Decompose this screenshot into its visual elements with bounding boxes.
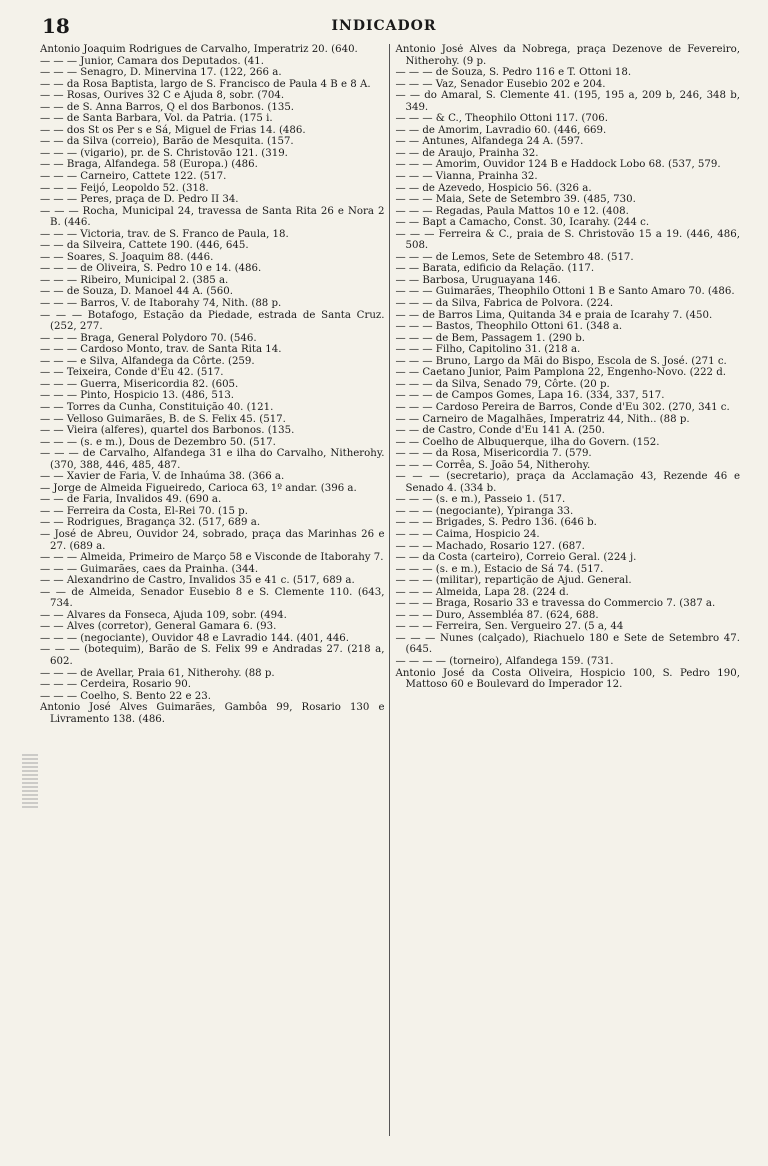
directory-entry: — — — (militar), repartição de Ajud. General. [395, 575, 632, 587]
directory-entry: — — — Barros, V. de Itaborahy 74, Nith. (88 p. [40, 298, 282, 310]
directory-entry: — — — Caima, Hospicio 24. [395, 528, 540, 540]
directory-entry: — — de Santa Barbara, Vol. da Patria. (175 i. [40, 113, 273, 125]
directory-entry: — — Teixeira, Conde d'Eu 42. (517. [40, 367, 224, 379]
directory-entry: — — da Silva (correio), Barão de Mesquita. (157. [40, 136, 294, 148]
directory-entry: Antonio José Alves da Nobrega, praça Dezenove de Fevereiro, Nitherohy. (9 p. [395, 44, 740, 67]
directory-entry: — — — Botafogo, Estação da Piedade, estrada de Santa Cruz. (252, 277. [40, 309, 385, 333]
directory-entry: — — — Maia, Sete de Setembro 39. (485, 730. [395, 194, 636, 206]
directory-entry: — — — Ribeiro, Municipal 2. (385 a. [40, 274, 229, 286]
directory-entry: — — — Machado, Rosario 127. (687. [395, 540, 585, 552]
directory-entry: Antonio Joaquim Rodrigues de Carvalho, Imperatriz 20. (640. [40, 44, 358, 55]
directory-entry: — — — Braga, General Polydoro 70. (546. [40, 332, 257, 344]
directory-entry: — — Alvares da Fonseca, Ajuda 109, sobr. (494. [40, 609, 287, 621]
directory-entry: — — — Ferreira, Sen. Vergueiro 27. (5 a, 44 [395, 621, 624, 633]
directory-entry: — — — da Rosa, Misericordia 7. (579. [395, 448, 592, 460]
directory-entry: — — — Rocha, Municipal 24, travessa de Santa Rita 26 e Nora 2 B. (446. [40, 205, 385, 229]
directory-entry: — — Coelho de Albuquerque, ilha do Govern. (152. [395, 436, 660, 448]
directory-entry: — — — Bastos, Theophilo Ottoni 61. (348 a. [395, 321, 623, 333]
directory-entry: — — — e Silva, Alfandega da Côrte. (259. [40, 355, 255, 367]
directory-entry: — — — (s. e m.), Dous de Dezembro 50. (517. [40, 436, 276, 448]
directory-entry: — — Rosas, Ourives 32 C e Ajuda 8, sobr. (704. [40, 90, 285, 102]
directory-entry: — — Barbosa, Uruguayana 146. [395, 274, 561, 286]
directory-entry: — — — Guimarães, caes da Prainha. (344. [40, 563, 259, 575]
directory-entry: — — de Araujo, Prainha 32. [395, 147, 539, 159]
page-number: 18 [42, 14, 70, 38]
directory-entry: — — Carneiro de Magalhães, Imperatriz 44, Nith.. (88 p. [395, 413, 690, 425]
directory-entry: — — da Silveira, Cattete 190. (446, 645. [40, 240, 249, 252]
directory-entry: — — — (negociante), Ouvidor 48 e Lavradio 144. (401, 446. [40, 632, 350, 644]
directory-entry: — — Braga, Alfandega. 58 (Europa.) (486. [40, 159, 258, 171]
directory-entry: — — Rodrigues, Bragança 32. (517, 689 a. [40, 517, 261, 529]
directory-entry: — — de Souza, D. Manoel 44 A. (560. [40, 286, 233, 298]
directory-entry: — — — Corrêa, S. João 54, Nitherohy. [395, 459, 591, 471]
directory-entry: — — — Coelho, S. Bento 22 e 23. [40, 690, 211, 702]
directory-entry: — — Velloso Guimarães, B. de S. Felix 45. (517. [40, 413, 286, 425]
directory-entry: — — — Regadas, Paula Mattos 10 e 12. (408. [395, 205, 629, 217]
directory-entry: — — de Azevedo, Hospicio 56. (326 a. [395, 182, 592, 194]
directory-entry: — — — Vianna, Prainha 32. [395, 171, 538, 183]
directory-entry: — — — Filho, Capitolino 31. (218 a. [395, 344, 581, 356]
directory-entry: — — — Almeida, Primeiro de Março 58 e Visconde de Itaborahy 7. [40, 552, 384, 564]
directory-entry: — — — Almeida, Lapa 28. (224 d. [395, 586, 569, 598]
directory-entry: — — — de Avellar, Praia 61, Nitherohy. (88 p. [40, 667, 275, 679]
directory-entry: — — — Cardoso Pereira de Barros, Conde d'Eu 302. (270, 341 c. [395, 401, 730, 413]
directory-entry: — — — (botequim), Barão de S. Felix 99 e Andradas 27. (218 a, 602. [40, 644, 385, 667]
directory-entry: — — — Feijó, Leopoldo 52. (318. [40, 182, 209, 194]
margin-stain [22, 752, 38, 808]
directory-entry: — — Xavier de Faria, V. de Inhaúma 38. (366 a. [40, 471, 285, 483]
directory-entry: — — de Almeida, Senador Eusebio 8 e S. Clemente 110. (643, 734. [40, 586, 385, 610]
directory-entry: — — Soares, S. Joaquim 88. (446. [40, 251, 214, 263]
directory-entry: — — Ferreira da Costa, El-Rei 70. (15 p. [40, 505, 248, 517]
directory-entry: — — — Cerdeira, Rosario 90. [40, 679, 192, 691]
directory-columns [40, 44, 740, 1136]
directory-entry: — — — Braga, Rosario 33 e travessa do Commercio 7. (387 a. [395, 598, 716, 610]
directory-entry: — — de Barros Lima, Quitanda 34 e praia de Icarahy 7. (450. [395, 309, 713, 321]
directory-entry: — José de Abreu, Ouvidor 24, sobrado, praça das Marinhas 26 e 27. (689 a. [40, 528, 385, 552]
directory-entry: — — — da Silva, Senado 79, Côrte. (20 p. [395, 378, 610, 390]
directory-entry: — — — Carneiro, Cattete 122. (517. [40, 171, 227, 183]
directory-entry: — — Vieira (alferes), quartel dos Barbonos. (135. [40, 425, 295, 437]
directory-entry: — — Alves (corretor), General Gamara 6. (93. [40, 621, 277, 633]
directory-entry: — — — (s. e m.), Estacio de Sá 74. (517. [395, 563, 604, 575]
directory-entry: — — Torres da Cunha, Constituição 40. (121. [40, 401, 274, 413]
directory-entry: — — — Vaz, Senador Eusebio 202 e 204. [395, 78, 606, 90]
directory-entry: — — Caetano Junior, Paim Pamplona 22, Engenho-Novo. (222 d. [395, 367, 727, 379]
running-title: INDICADOR [331, 18, 437, 34]
directory-entry: — — — — (torneiro), Alfandega 159. (731. [395, 655, 614, 667]
directory-entry: — — — Peres, praça de D. Pedro II 34. [40, 194, 239, 206]
directory-entry: — — Barata, edificio da Relação. (117. [395, 263, 595, 275]
directory-entry: — — — Duro, Assembléa 87. (624, 688. [395, 609, 599, 621]
directory-entry: — — — de Oliveira, S. Pedro 10 e 14. (486. [40, 263, 262, 275]
directory-entry: — — Antunes, Alfandega 24 A. (597. [395, 136, 584, 148]
directory-entry: — — — Ferreira & C., praia de S. Christovão 15 a 19. (446, 486, 508. [395, 228, 740, 252]
directory-entry: — — de Amorim, Lavradio 60. (446, 669. [395, 124, 607, 136]
directory-entry: Antonio José Alves Guimarães, Gambôa 99, Rosario 130 e Livramento 138. (486. [40, 702, 385, 725]
directory-entry: — — — de Campos Gomes, Lapa 16. (334, 337, 517. [395, 390, 665, 402]
directory-entry: — — — de Souza, S. Pedro 116 e T. Ottoni 18. [395, 67, 632, 79]
directory-entry: — — — Victoria, trav. de S. Franco de Paula, 18. [40, 228, 289, 240]
directory-entry: — — — Amorim, Ouvidor 124 B e Haddock Lobo 68. (537, 579. [395, 159, 721, 171]
directory-entry: — — de Faria, Invalidos 49. (690 a. [40, 494, 222, 506]
directory-entry: — — — Bruno, Largo da Mãi do Bispo, Escola de S. José. (271 c. [395, 355, 727, 367]
directory-entry: — — do Amaral, S. Clemente 41. (195, 195 a, 209 b, 246, 348 b, 349. [395, 90, 740, 113]
directory-entry: — — — Nunes (calçado), Riachuelo 180 e Sete de Setembro 47. (645. [395, 632, 740, 656]
directory-entry: — — — de Lemos, Sete de Setembro 48. (517. [395, 251, 634, 263]
directory-entry: — — da Rosa Baptista, largo de S. Francisco de Paula 4 B e 8 A. [40, 78, 371, 90]
directory-entry: — — — Senagro, D. Minervina 17. (122, 266 a. [40, 67, 282, 79]
directory-entry: — Jorge de Almeida Figueiredo, Carioca 63, 1º andar. (396 a. [40, 482, 357, 494]
directory-entry: — — — Cardoso Monto, trav. de Santa Rita 14. [40, 344, 282, 356]
directory-entry: — — — de Carvalho, Alfandega 31 e ilha do Carvalho, Nitherohy. (370, 388, 446, 485, 487. [40, 448, 385, 471]
left-column [40, 44, 389, 1136]
directory-entry: — — Alexandrino de Castro, Invalidos 35 e 41 c. (517, 689 a. [40, 575, 355, 587]
directory-entry: — — — (s. e m.), Passeio 1. (517. [395, 494, 566, 506]
right-column [389, 44, 740, 1136]
directory-entry: — — — Brigades, S. Pedro 136. (646 b. [395, 517, 597, 529]
directory-entry: Antonio José da Costa Oliveira, Hospicio 100, S. Pedro 190, Mattoso 60 e Boulevard do Imperador 12. [395, 667, 740, 691]
directory-entry: — — — (negociante), Ypiranga 33. [395, 505, 574, 517]
directory-entry: — — — (secretario), praça da Acclamação 43, Rezende 46 e Senado 4. (334 b. [395, 471, 740, 494]
directory-entry: — — — (vigario), pr. de S. Christovão 121. (319. [40, 147, 288, 159]
directory-entry: — — — da Silva, Fabrica de Polvora. (224. [395, 298, 614, 310]
directory-entry: — — — Junior, Camara dos Deputados. (41. [40, 55, 264, 67]
directory-entry: — — dos St os Per s e Sá, Miguel de Frias 14. (486. [40, 124, 306, 136]
directory-entry: — — — & C., Theophilo Ottoni 117. (706. [395, 113, 609, 125]
directory-entry: — — — Guimarães, Theophilo Ottoni 1 B e Santo Amaro 70. (486. [395, 286, 735, 298]
directory-entry: — — de Castro, Conde d'Eu 141 A. (250. [395, 425, 605, 437]
directory-entry: — — — Pinto, Hospicio 13. (486, 513. [40, 390, 235, 402]
directory-entry: — — — de Bem, Passagem 1. (290 b. [395, 332, 586, 344]
directory-entry: — — da Costa (carteiro), Correio Geral. (224 j. [395, 552, 637, 564]
directory-entry: — — Bapt a Camacho, Const. 30, Icarahy. (244 c. [395, 217, 650, 229]
directory-entry: — — — Guerra, Misericordia 82. (605. [40, 378, 239, 390]
directory-entry: — — de S. Anna Barros, Q el dos Barbonos. (135. [40, 101, 295, 113]
